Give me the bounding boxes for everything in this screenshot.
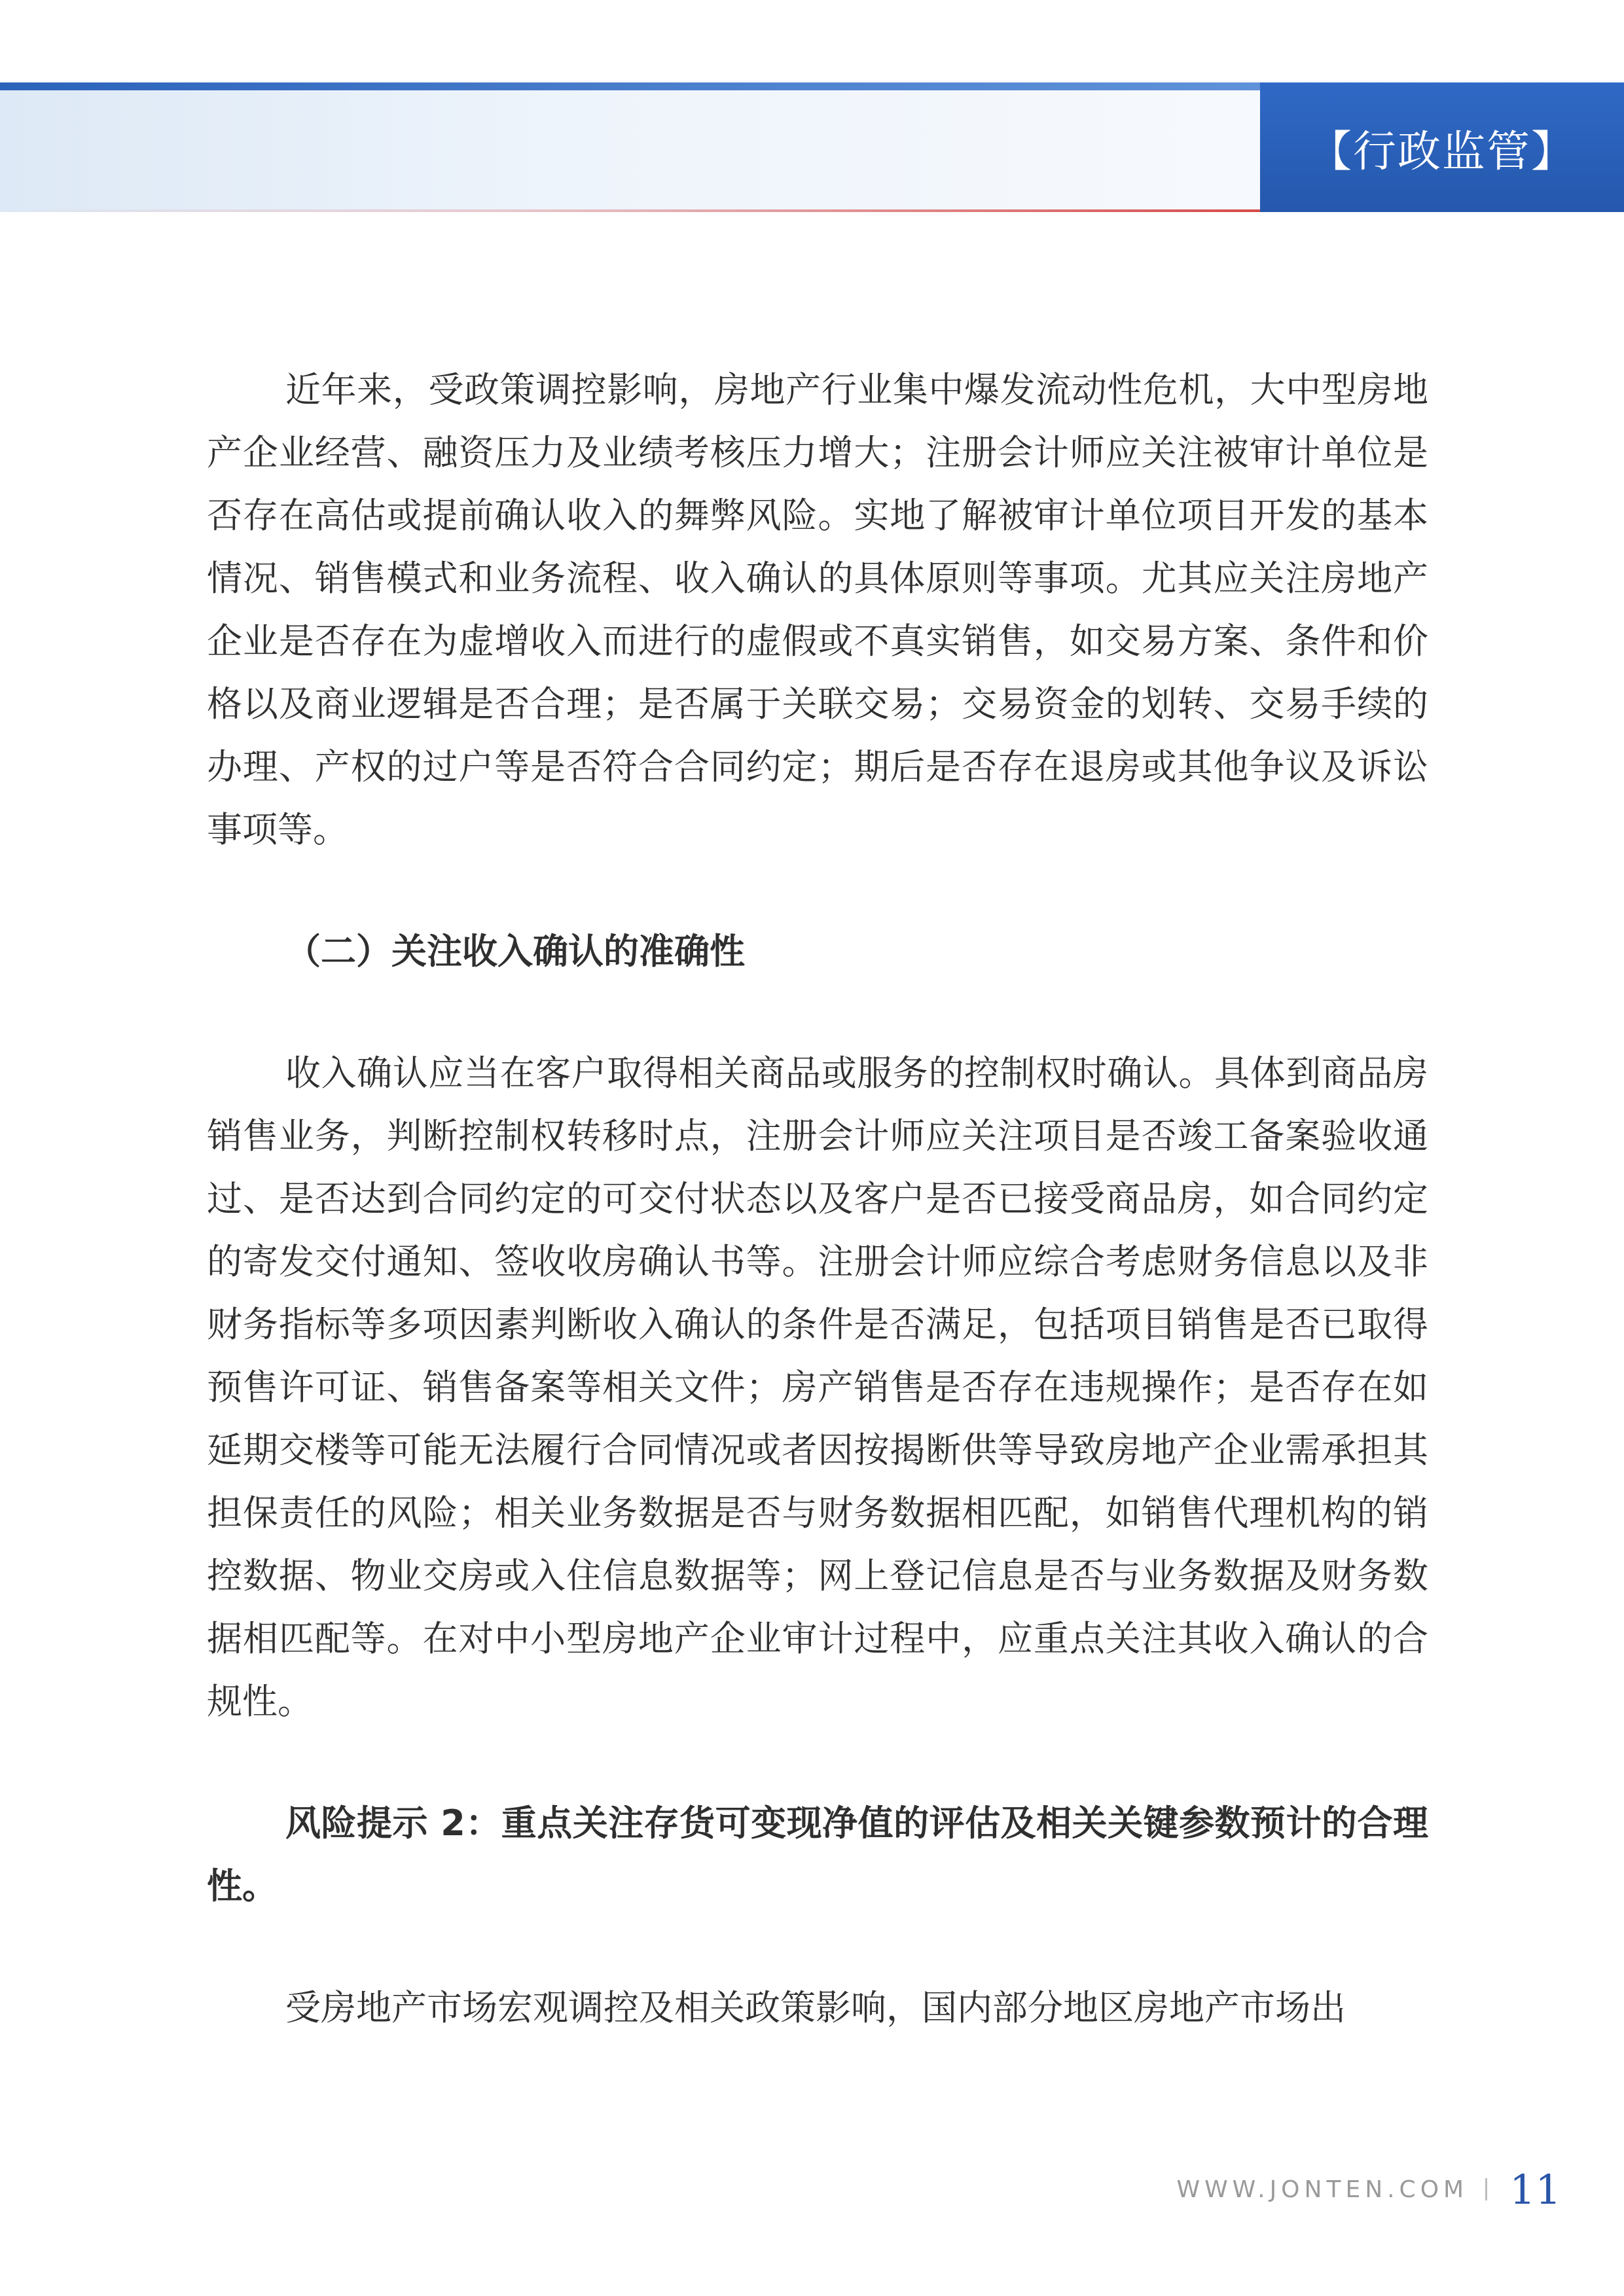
section-tag [1260, 82, 1624, 212]
paragraph-3: 受房地产市场宏观调控及相关政策影响，国内部分地区房地产市场出 [285, 1987, 1346, 2028]
article-body [207, 359, 1428, 2039]
paragraph-1: 近年来，受政策调控影响，房地产行业集中爆发流动性危机，大中型房地产企业经营、融资压力及业绩考核压力增大；注册会计师应关注被审计单位是否存在高估或提前确认收入的舞弊风险。实地了解被审计单位项目开发的基本情况、销售模式和业务流程、收入确认的具体原则等事项。尤其应关注房地产企业是否存在为虚增收入而进行的虚假或不真实销售，如交易方案、条件和价格以及商业逻辑是否合理；是否属于关联交易；交易资金的划转、交易手续的办理、产权的过户等是否符合合同约定；期后是否存在退房或其他争议及诉讼事项等。 [207, 369, 1428, 850]
header-top-line [0, 82, 1260, 90]
section-heading: （二）关注收入确认的准确性 [285, 931, 745, 972]
page-number: 11 [1509, 2165, 1561, 2214]
footer-website: WWW.JONTEN.COM [1176, 2176, 1469, 2203]
header-red-line [0, 209, 1260, 212]
section-tag-label: 【行政监管】 [1308, 126, 1576, 177]
page-footer [1176, 2163, 1561, 2215]
paragraph-2: 收入确认应当在客户取得相关商品或服务的控制权时确认。具体到商品房销售业务，判断控制权转移时点，注册会计师应关注项目是否竣工备案验收通过、是否达到合同约定的可交付状态以及客户是否已接受商品房，如合同约定的寄发交付通知、签收收房确认书等。注册会计师应综合考虑财务信息以及非财务指标等多项因素判断收入确认的条件是否满足，包括项目销售是否已取得预售许可证、销售备案等相关文件；房产销售是否存在违规操作；是否存在如延期交楼等可能无法履行合同情况或者因按揭断供等导致房地产企业需承担其担保责任的风险；相关业务数据是否与财务数据相匹配，如销售代理机构的销控数据、物业交房或入住信息数据等；网上登记信息是否与业务数据及财务数据相匹配等。在对中小型房地产企业审计过程中，应重点关注其收入确认的合规性。 [207, 1052, 1428, 1722]
footer-divider [1485, 2178, 1487, 2200]
risk-heading: 风险提示 2：重点关注存货可变现净值的评估及相关关键参数预计的合理性。 [207, 1803, 1428, 1907]
